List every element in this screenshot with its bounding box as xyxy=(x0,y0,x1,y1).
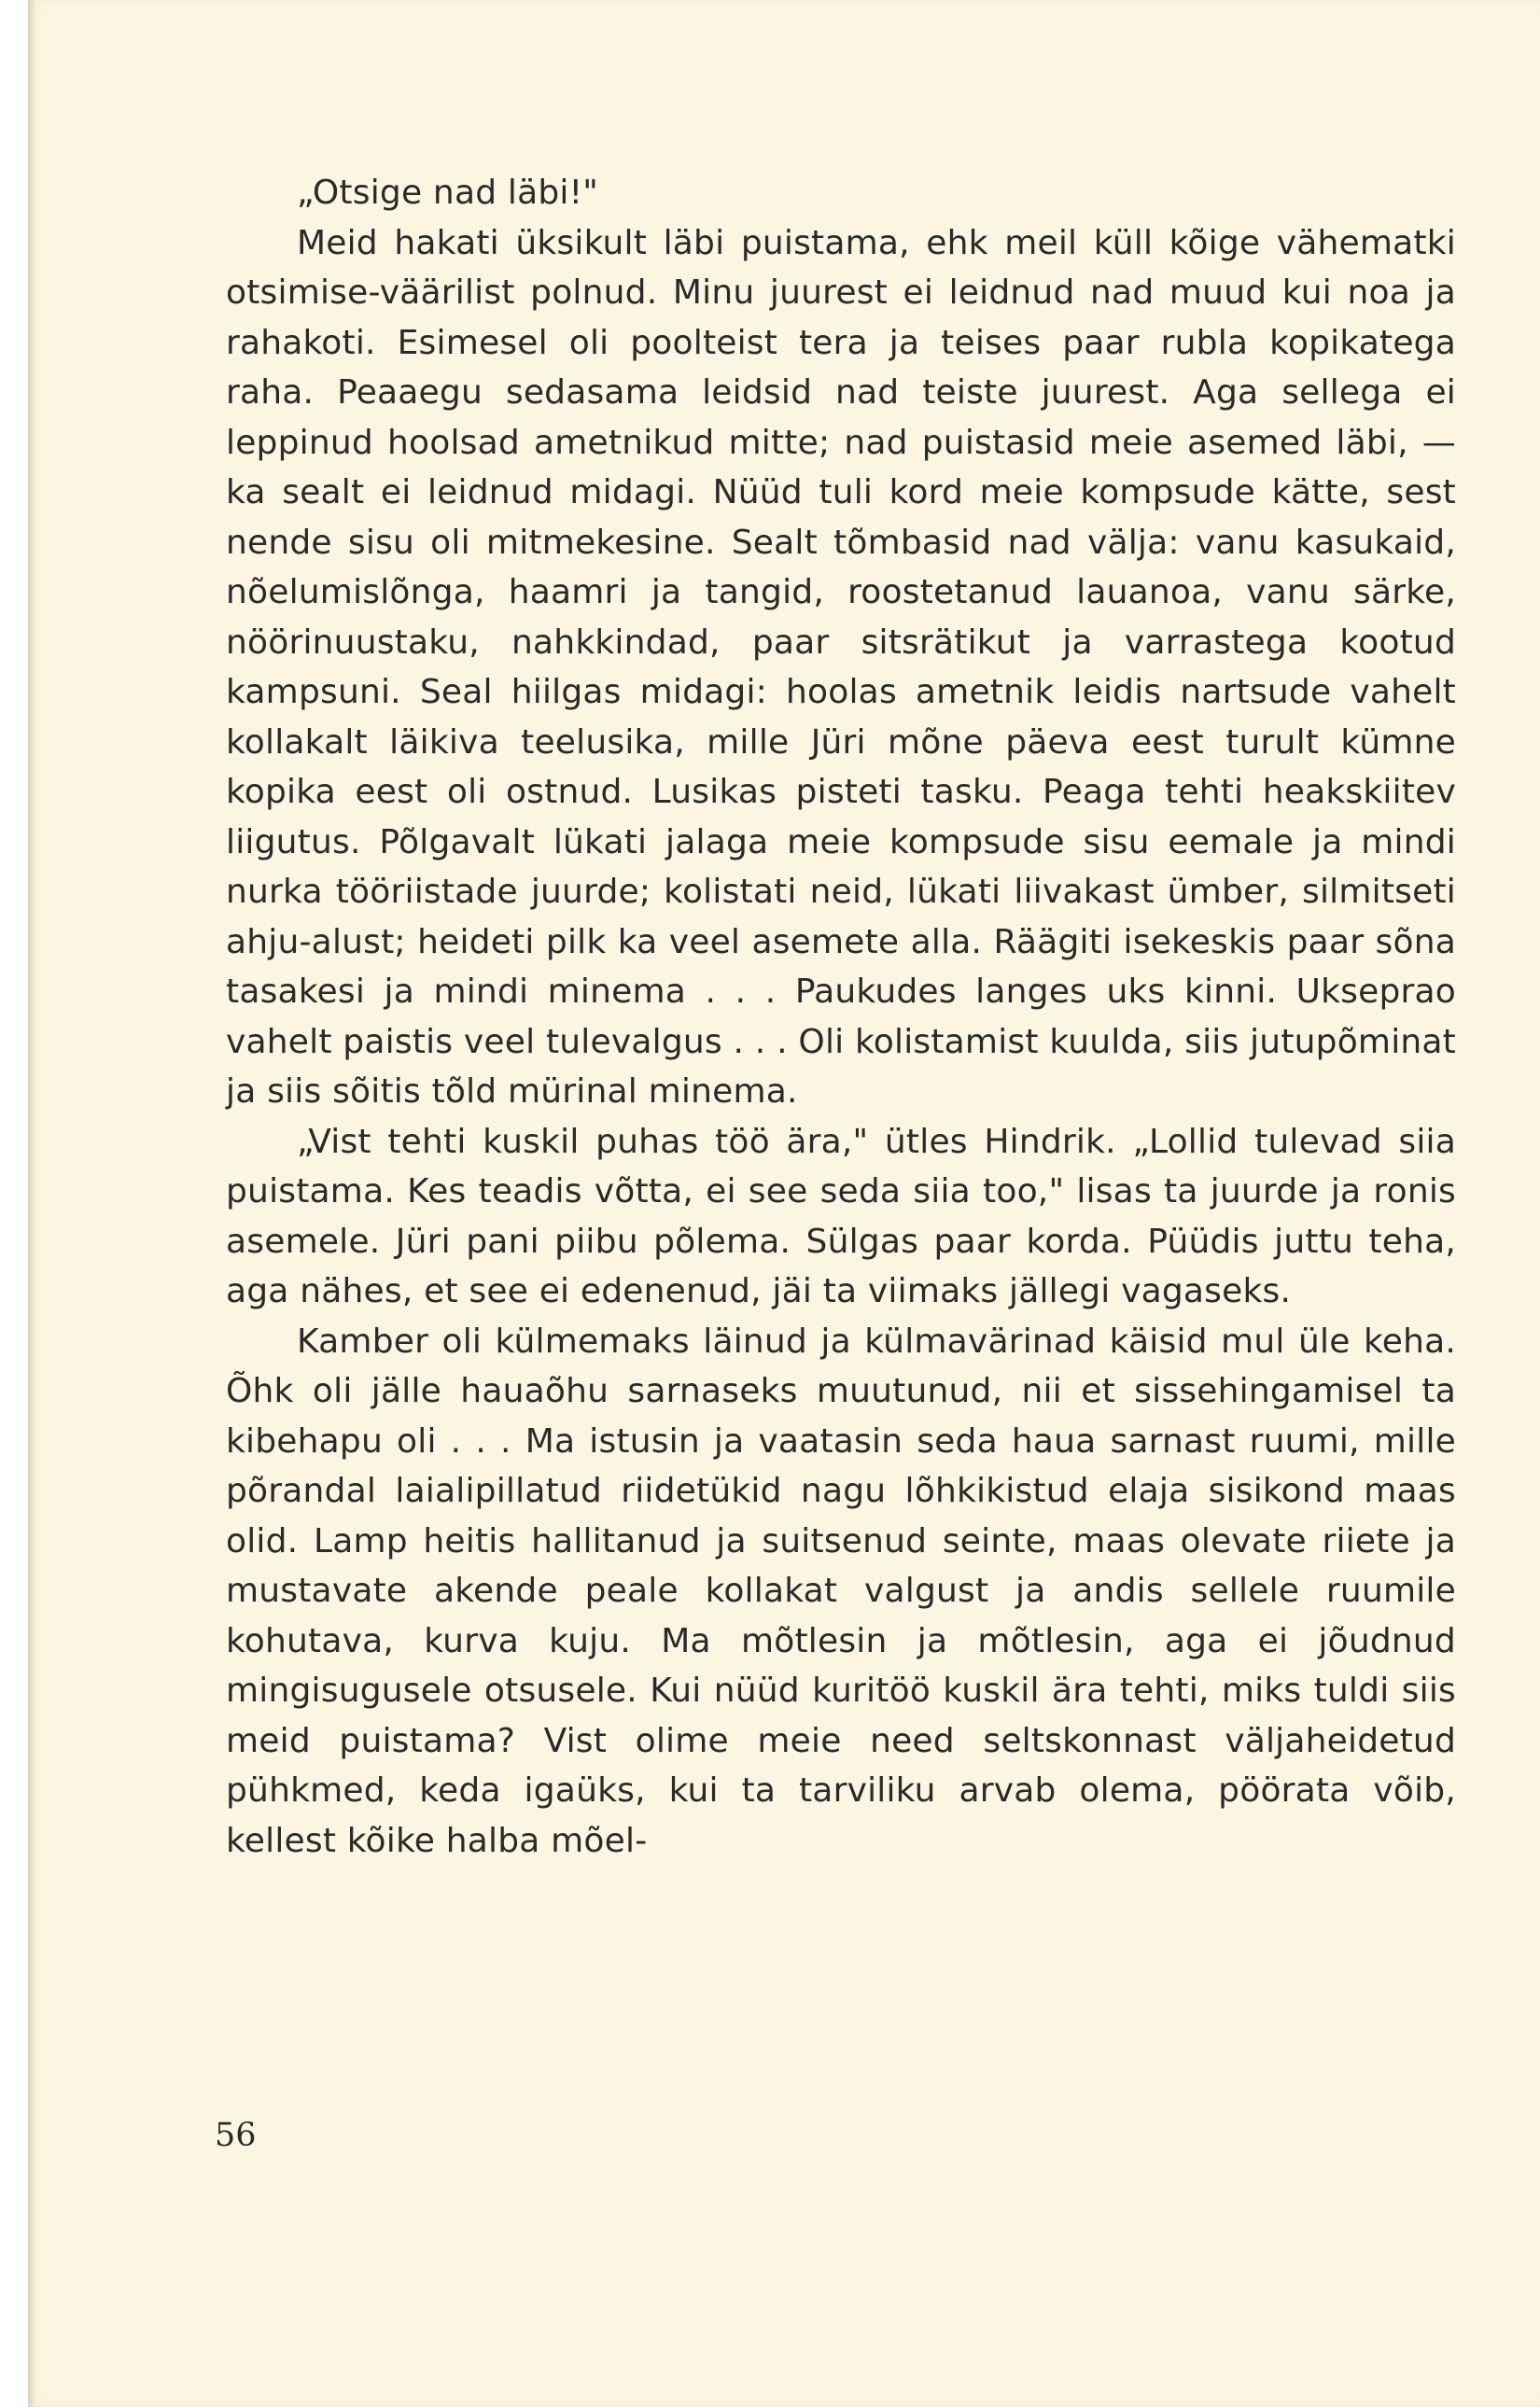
page-number: 56 xyxy=(215,2117,257,2154)
book-page xyxy=(28,0,1540,2407)
paragraph-3: „Vist tehti kuskil puhas töö ära," ütles Hindrik. „Lollid tulevad siia puistama. Kes teadis võtta, ei see seda siia too," lisas ta juurde ja ronis asemele. Jüri pani piibu põlema. Sülgas paar korda. Püüdis juttu teha, aga nähes, et see ei edenenud, jäi ta viimaks jällegi vagaseks. xyxy=(226,1122,1456,1310)
paragraph-1: „Otsige nad läbi!" xyxy=(297,174,599,212)
paragraph-4: Kamber oli külmemaks läinud ja külmavärinad käisid mul üle keha. Õhk oli jälle hauaõhu sarnaseks muutunud, nii et sissehingamisel ta kibehapu oli . . . Ma istusin ja vaatasin seda haua sarnast ruumi, mille põrandal laialipillatud riidetükid nagu lõhkikistud elaja sisikond maas olid. Lamp heitis hallitanud ja suitsenud seinte, maas olevate riiete ja mustavate akende peale kollakat valgust ja andis sellele ruumile kohutava, kurva kuju. Ma mõtlesin ja mõtlesin, aga ei jõudnud mingisugusele otsusele. Kui nüüd kuritöö kuskil ära tehti, miks tuldi siis meid puistama? Vist olime meie need seltskonnast väljaheidetud pühkmed, keda igaüks, kui ta tarviliku arvab olema, pöörata võib, kellest kõike halba mõel- xyxy=(226,1322,1456,1860)
page-binding-edge xyxy=(28,0,37,2407)
body-text xyxy=(226,168,1456,1866)
paragraph-2: Meid hakati üksikult läbi puistama, ehk meil küll kõige vähematki otsimise-väärilist polnud. Minu juurest ei leidnud nad muud kui noa ja rahakoti. Esimesel oli poolteist tera ja teises paar rubla kopikatega raha. Peaaegu sedasama leidsid nad teiste juurest. Aga sellega ei leppinud hoolsad ametnikud mitte; nad puistasid meie asemed läbi, — ka sealt ei leidnud midagi. Nüüd tuli kord meie kompsude kätte, sest nende sisu oli mitmekesine. Sealt tõmbasid nad välja: vanu kasukaid, nõelumislõnga, haamri ja tangid, roostetanud lauanoa, vanu särke, nöörinuustaku, nahkkindad, paar sitsrätikut ja varrastega kootud kampsuni. Seal hiilgas midagi: hoolas ametnik leidis nartsude vahelt kollakalt läikiva teelusika, mille Jüri mõne päeva eest turult kümne kopika eest oli ostnud. Lusikas pisteti tasku. Peaga tehti heakskiitev liigutus. Põlgavalt lükati jalaga meie kompsude sisu eemale ja mindi nurka tööriistade juurde; kolistati neid, lükati liivakast ümber, silmitseti ahju-alust; heideti pilk ka veel asemete alla. Räägiti isekeskis paar sõna tasakesi ja mindi minema . . . Paukudes langes uks kinni. Ukseprao vahelt paistis veel tulevalgus . . . Oli kolistamist kuulda, siis jutupõminat ja siis sõitis tõld mürinal minema. xyxy=(226,223,1456,1111)
